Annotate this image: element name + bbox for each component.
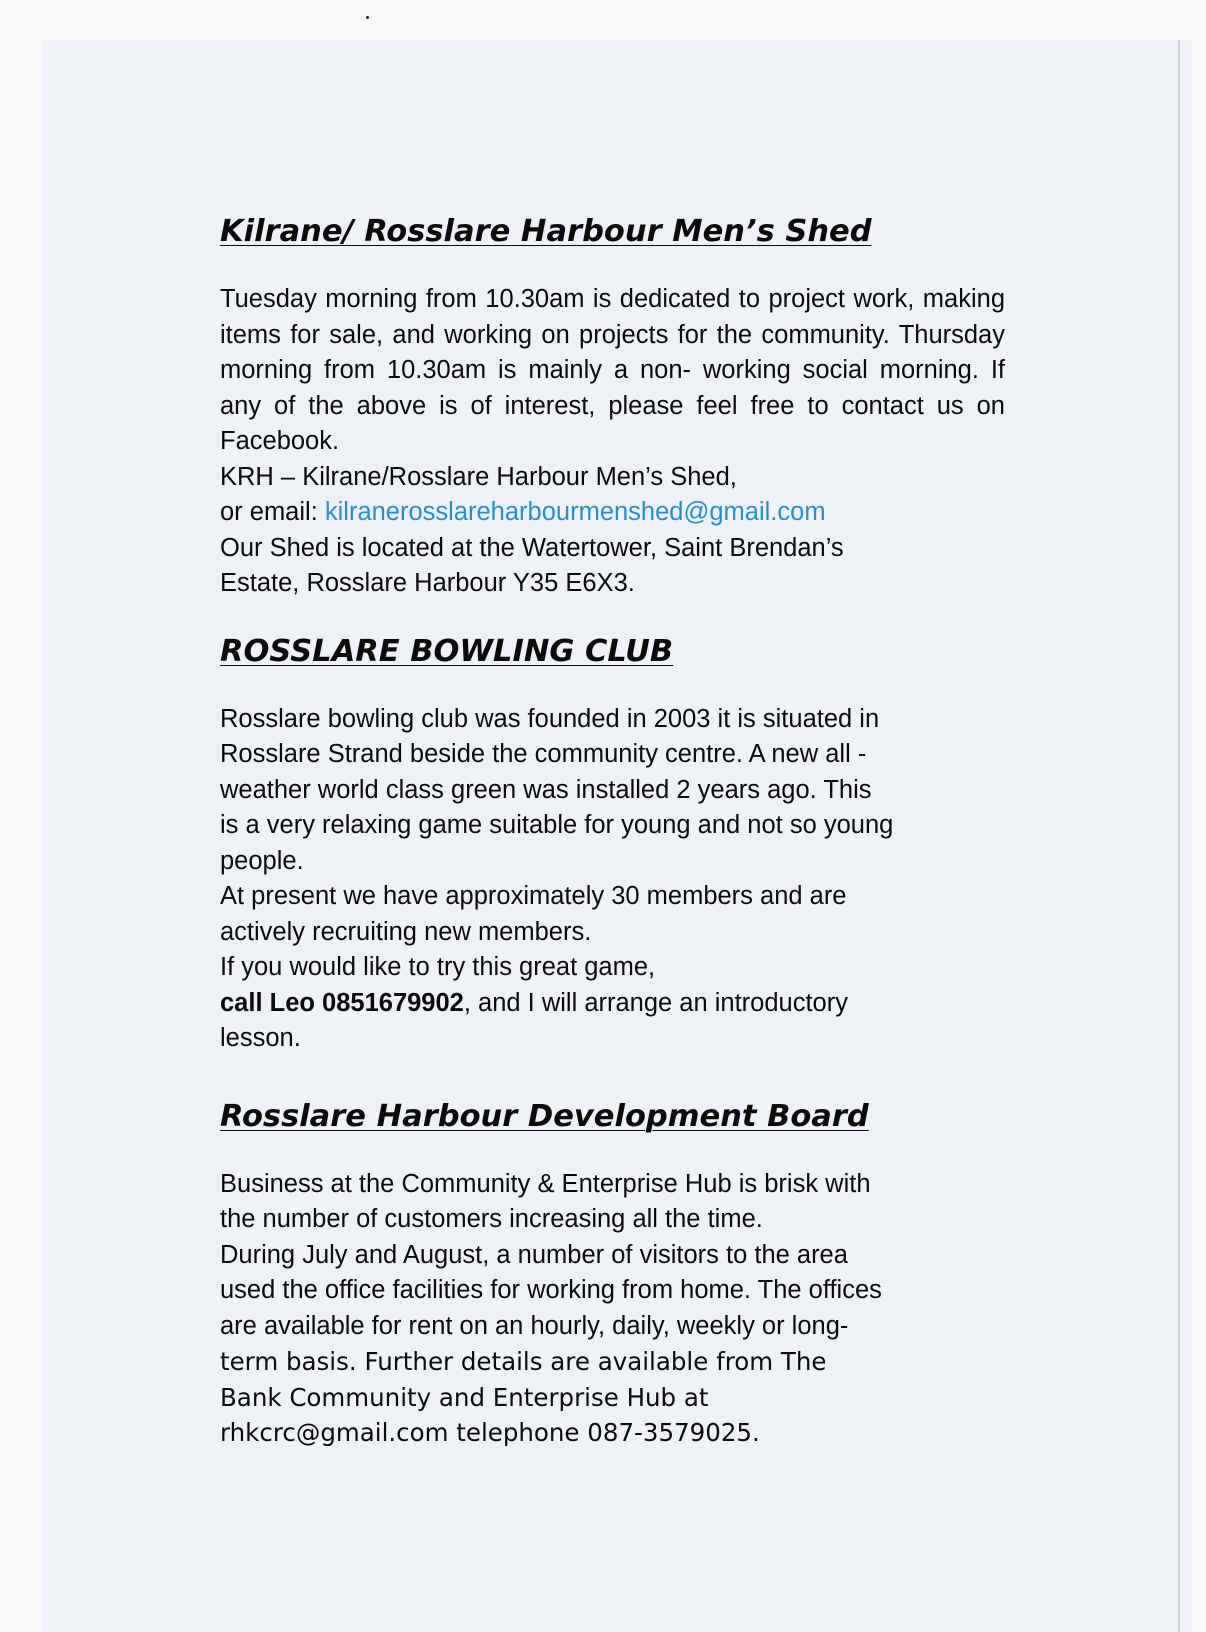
location-line-2: Estate, Rosslare Harbour Y35 E6X3.: [220, 569, 635, 597]
email-line: [220, 495, 1032, 531]
mens-shed-contact: [220, 460, 1032, 602]
board-line: Business at the Community & Enterprise Hub is brisk with: [220, 1169, 871, 1198]
scan-speck: [366, 16, 369, 19]
bowling-club-section: [220, 632, 1032, 1057]
email-label: or email:: [220, 498, 325, 526]
bowling-club-heading: ROSSLARE BOWLING CLUB: [220, 633, 674, 669]
bowling-line: lesson.: [220, 1024, 301, 1052]
bowling-club-paragraph: [220, 702, 1032, 1057]
development-board-heading: Rosslare Harbour Development Board: [220, 1098, 869, 1134]
development-board-section: [220, 1097, 1032, 1451]
board-line: are available for rent on an hourly, daily, weekly or long-: [220, 1311, 849, 1340]
call-leo-phone: call Leo 0851679902: [220, 988, 464, 1017]
email-link[interactable]: kilranerosslareharbourmenshed@gmail.com: [324, 498, 826, 526]
call-line: [220, 986, 1032, 1022]
board-contact-line: rhkcrc@gmail.com telephone 087-3579025.: [220, 1418, 760, 1447]
newsletter-content: [220, 212, 1032, 1451]
board-line: used the office facilities for working from home. The offices: [220, 1276, 882, 1304]
bowling-line: At present we have approximately 30 members and are: [220, 882, 847, 910]
bowling-line: weather world class green was installed 2 years ago. This: [220, 775, 872, 804]
bowling-line: people.: [220, 846, 304, 875]
bowling-line: is a very relaxing game suitable for young and not so young: [220, 811, 894, 839]
mens-shed-paragraph: Tuesday morning from 10.30am is dedicated to project work, making items for sale, and working on projects for the community. Thursday morning from 10.30am is mainly a non- working social morning. If any of the above is of interest, please feel free to contact us on Facebook.: [220, 285, 1005, 455]
bowling-line: Rosslare bowling club was founded in 2003 it is situated in: [220, 704, 880, 733]
bowling-line: actively recruiting new members.: [220, 917, 592, 946]
bowling-line: Rosslare Strand beside the community centre. A new all -: [220, 740, 867, 768]
bowling-line: If you would like to try this great game,: [220, 953, 656, 981]
development-board-paragraph: [220, 1167, 1032, 1451]
krh-line: KRH – Kilrane/Rosslare Harbour Men’s Shed,: [220, 462, 737, 491]
mens-shed-section: [220, 212, 1032, 602]
location-line-1: Our Shed is located at the Watertower, Saint Brendan’s: [220, 533, 844, 562]
mens-shed-heading: Kilrane/ Rosslare Harbour Men’s Shed: [220, 214, 872, 249]
page-edge: [1178, 40, 1180, 1632]
board-line: term basis. Further details are available from The: [220, 1347, 827, 1376]
call-rest: , and I will arrange an introductory: [463, 988, 848, 1017]
board-line: the number of customers increasing all the time.: [220, 1205, 763, 1233]
board-line: Bank Community and Enterprise Hub at: [220, 1382, 709, 1412]
board-line: During July and August, a number of visitors to the area: [220, 1240, 848, 1269]
